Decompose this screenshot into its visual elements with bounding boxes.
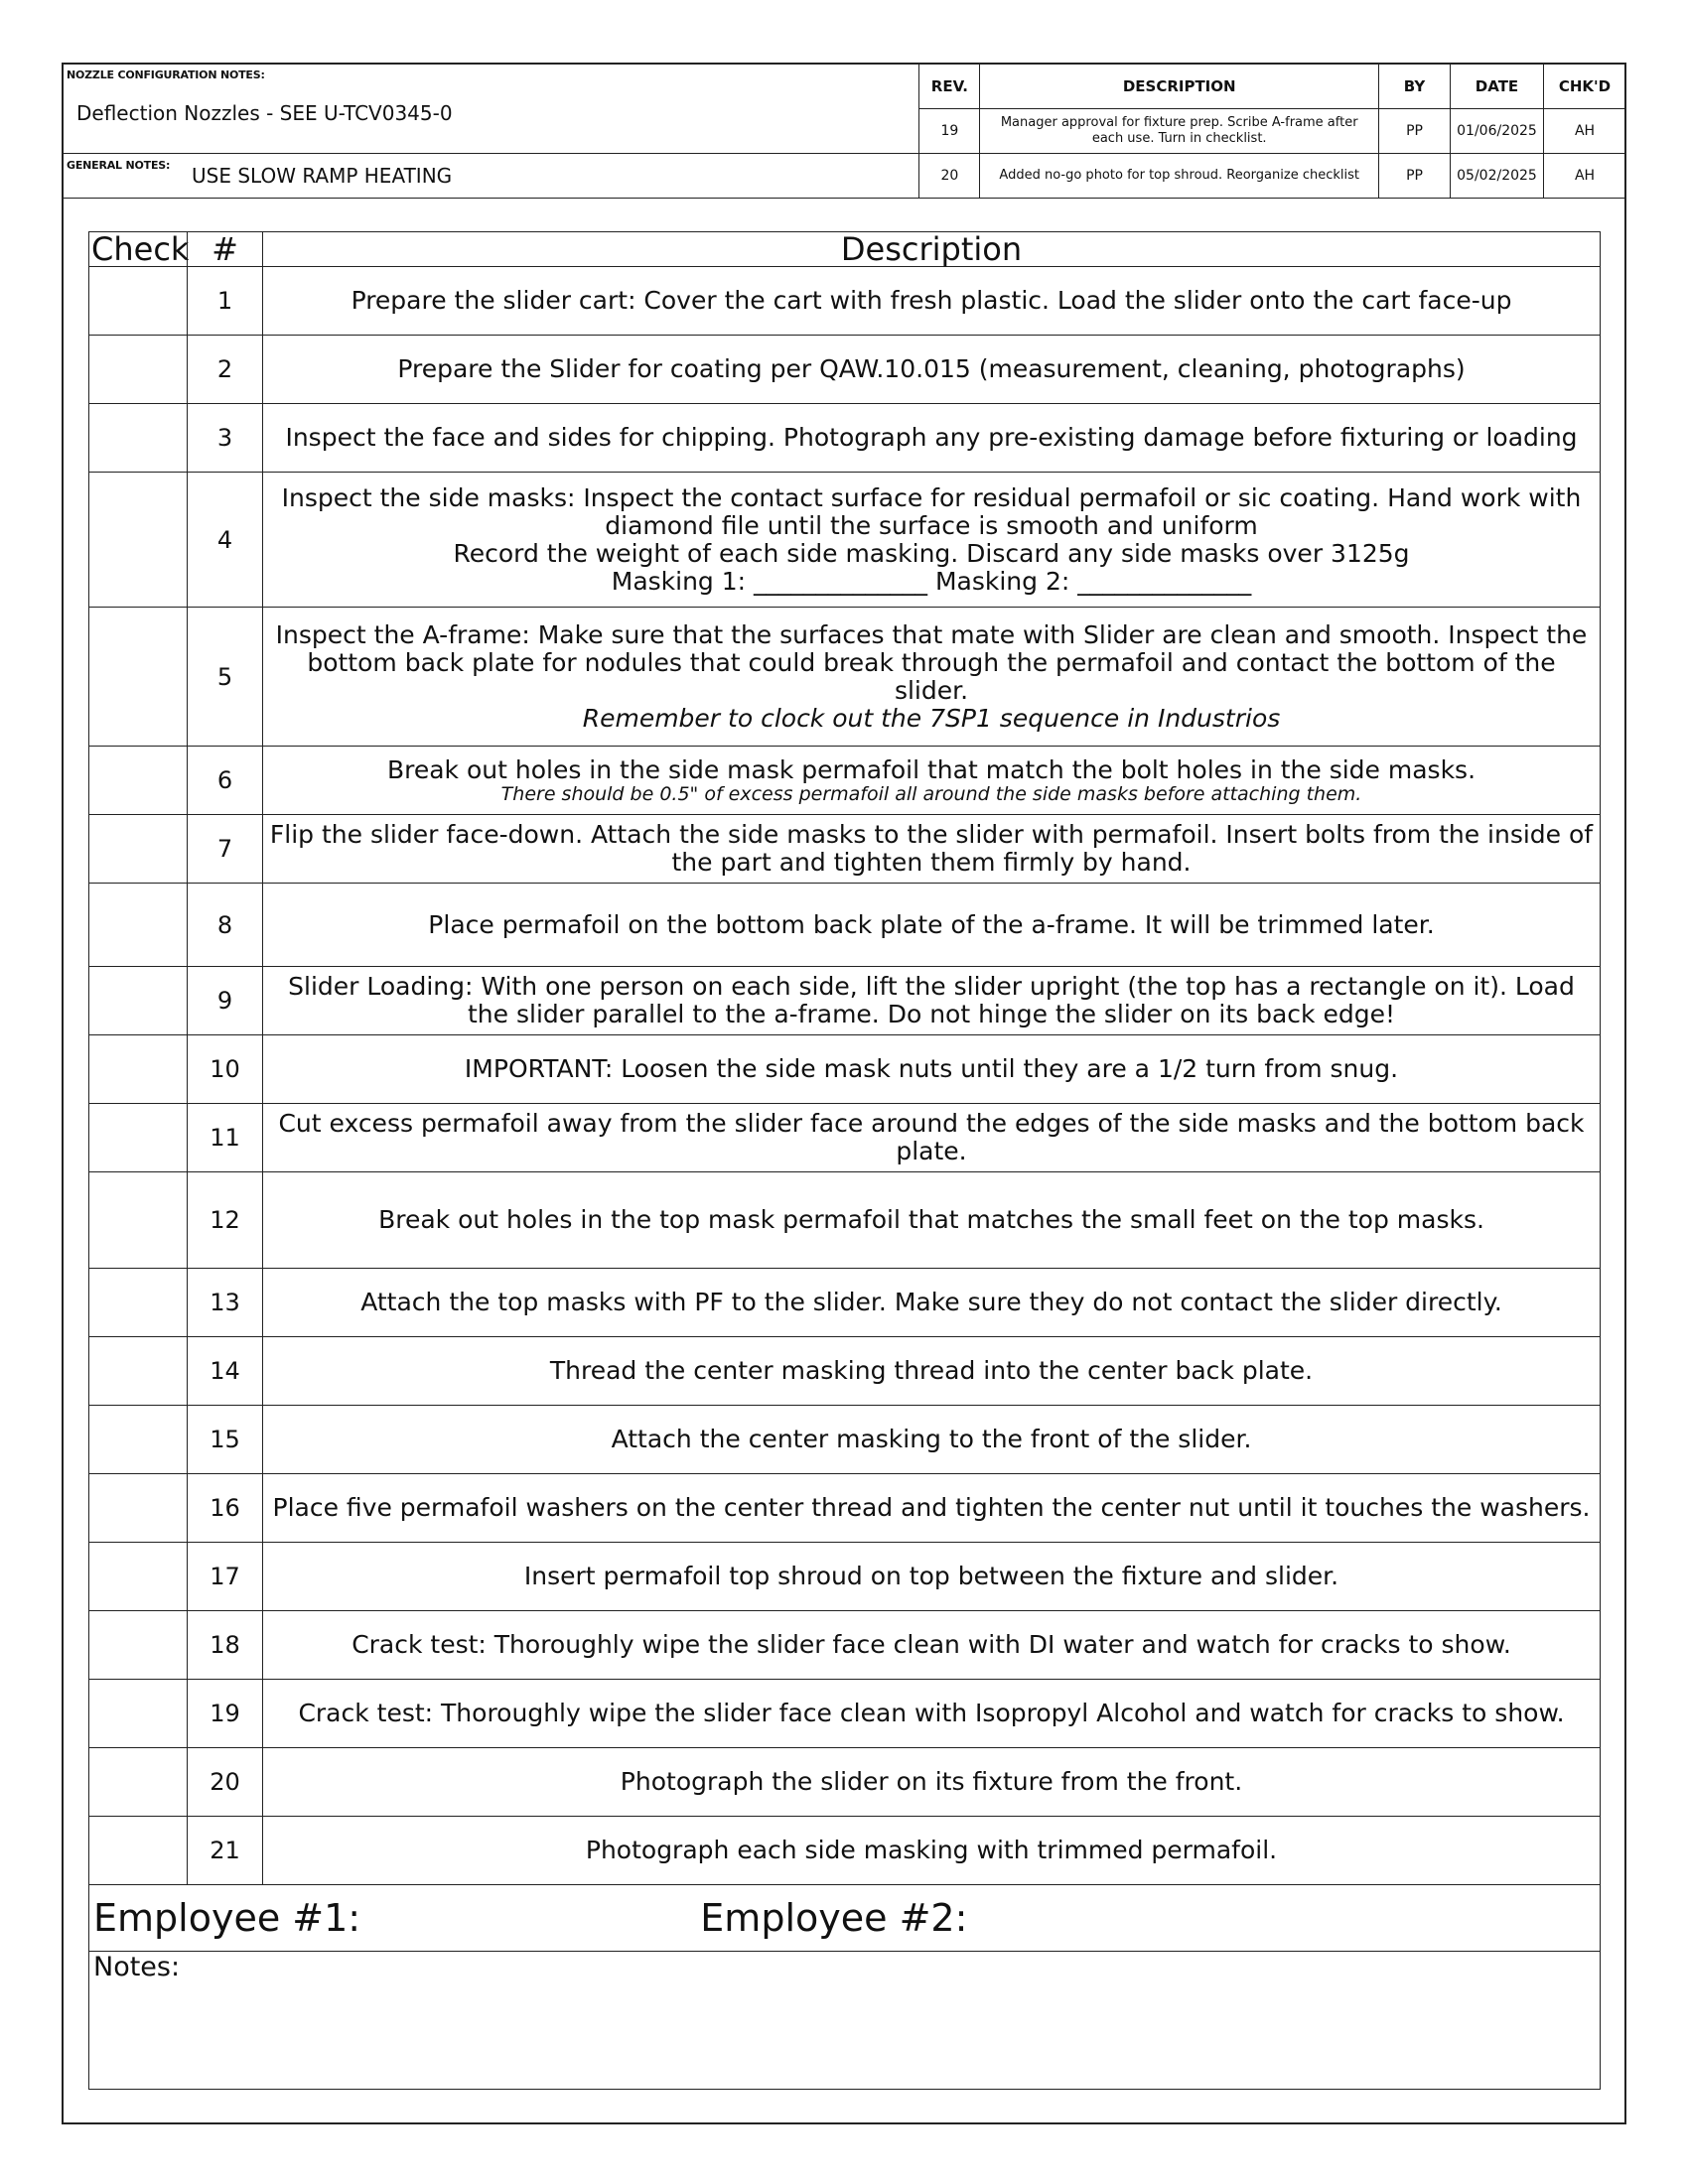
step-number: 8: [188, 884, 263, 967]
nozzle-notes: [63, 64, 919, 154]
check-cell[interactable]: [89, 1748, 188, 1817]
num-col-header: #: [188, 232, 263, 267]
step-number: 15: [188, 1406, 263, 1474]
general-notes-caption: GENERAL NOTES:: [67, 159, 171, 172]
step-description: Place five permafoil washers on the center thread and tighten the center nut until it touches the washers.: [263, 1474, 1601, 1543]
step-number: 17: [188, 1543, 263, 1611]
check-cell[interactable]: [89, 815, 188, 884]
step-description: [263, 608, 1601, 747]
rev-col-header: REV.: [919, 64, 980, 109]
check-cell[interactable]: [89, 1680, 188, 1748]
step-number: 2: [188, 336, 263, 404]
checklist-row: [89, 1543, 1601, 1611]
employee-row: [89, 1885, 1601, 1952]
step-number: 1: [188, 267, 263, 336]
step-number: 12: [188, 1172, 263, 1269]
checklist-row: [89, 267, 1601, 336]
check-cell[interactable]: [89, 1035, 188, 1104]
checklist-row: [89, 1172, 1601, 1269]
step-description: Prepare the Slider for coating per QAW.10.015 (measurement, cleaning, photographs): [263, 336, 1601, 404]
step-description: Cut excess permafoil away from the slider face around the edges of the side masks and the bottom back plate.: [263, 1104, 1601, 1172]
step-line: Inspect the side masks: Inspect the contact surface for residual permafoil or sic coating. Hand work with diamond file until the surface is smooth and uniform: [281, 482, 1582, 540]
step-number: 20: [188, 1748, 263, 1817]
checklist-row: [89, 1104, 1601, 1172]
notes-label: Notes:: [93, 1952, 181, 1982]
checklist-row: [89, 1269, 1601, 1337]
checklist-row: [89, 815, 1601, 884]
revision-description: Added no-go photo for top shroud. Reorganize checklist: [980, 154, 1379, 199]
checklist-row: [89, 1748, 1601, 1817]
checklist-row: [89, 967, 1601, 1035]
step-number: 14: [188, 1337, 263, 1406]
step-number: 18: [188, 1611, 263, 1680]
step-number: 10: [188, 1035, 263, 1104]
nozzle-notes-caption: NOZZLE CONFIGURATION NOTES:: [67, 68, 265, 81]
date-col-header: DATE: [1451, 64, 1544, 109]
general-notes-value: USE SLOW RAMP HEATING: [192, 164, 453, 188]
checklist-row: [89, 884, 1601, 967]
employee-signatures: [89, 1885, 1601, 1952]
check-cell[interactable]: [89, 1474, 188, 1543]
step-description: Crack test: Thoroughly wipe the slider face clean with Isopropyl Alcohol and watch for cracks to show.: [263, 1680, 1601, 1748]
check-cell[interactable]: [89, 473, 188, 608]
step-number: 5: [188, 608, 263, 747]
step-description: Inspect the face and sides for chipping. Photograph any pre-existing damage before fixturing or loading: [263, 404, 1601, 473]
step-number: 11: [188, 1104, 263, 1172]
revision-date: 05/02/2025: [1451, 154, 1544, 199]
step-number: 4: [188, 473, 263, 608]
check-col-header: Check: [89, 232, 188, 267]
check-cell[interactable]: [89, 404, 188, 473]
revision-rev: 20: [919, 154, 980, 199]
revision-row: [63, 154, 1626, 199]
step-note: There should be 0.5" of excess permafoil all around the side masks before attaching them.: [500, 783, 1362, 805]
step-description: [263, 747, 1601, 815]
step-description: IMPORTANT: Loosen the side mask nuts until they are a 1/2 turn from snug.: [263, 1035, 1601, 1104]
checklist-table: [88, 231, 1601, 2090]
revision-chkd: AH: [1543, 154, 1625, 199]
description-col-header: DESCRIPTION: [980, 64, 1379, 109]
step-number: 13: [188, 1269, 263, 1337]
check-cell[interactable]: [89, 1104, 188, 1172]
step-description: Crack test: Thoroughly wipe the slider face clean with DI water and watch for cracks to show.: [263, 1611, 1601, 1680]
notes-row: [89, 1952, 1601, 2090]
step-description: Flip the slider face-down. Attach the side masks to the slider with permafoil. Insert bolts from the inside of the part and tighten them firmly by hand.: [263, 815, 1601, 884]
revision-chkd: AH: [1543, 109, 1625, 154]
step-description: Attach the top masks with PF to the slider. Make sure they do not contact the slider directly.: [263, 1269, 1601, 1337]
check-cell[interactable]: [89, 1269, 188, 1337]
revision-description: Manager approval for fixture prep. Scribe A-frame after each use. Turn in checklist.: [980, 109, 1379, 154]
step-line: Masking 1: ______________ Masking 2: ______________: [611, 566, 1252, 596]
revision-date: 01/06/2025: [1451, 109, 1544, 154]
check-cell[interactable]: [89, 336, 188, 404]
check-cell[interactable]: [89, 747, 188, 815]
step-description: Place permafoil on the bottom back plate of the a-frame. It will be trimmed later.: [263, 884, 1601, 967]
step-number: 16: [188, 1474, 263, 1543]
checklist-row: [89, 1611, 1601, 1680]
step-number: 7: [188, 815, 263, 884]
step-note: Remember to clock out the 7SP1 sequence in Industrios: [582, 703, 1281, 733]
check-cell[interactable]: [89, 1337, 188, 1406]
checklist-row: [89, 1406, 1601, 1474]
checklist-row: [89, 336, 1601, 404]
step-line: Record the weight of each side masking. Discard any side masks over 3125g: [453, 538, 1410, 568]
step-description: Insert permafoil top shroud on top between the fixture and slider.: [263, 1543, 1601, 1611]
revision-header: [62, 63, 1626, 199]
step-number: 6: [188, 747, 263, 815]
description-col-header: Description: [263, 232, 1601, 267]
check-cell[interactable]: [89, 608, 188, 747]
step-description: Photograph each side masking with trimmed permafoil.: [263, 1817, 1601, 1885]
checklist-row: [89, 404, 1601, 473]
step-description: Break out holes in the top mask permafoil that matches the small feet on the top masks.: [263, 1172, 1601, 1269]
step-text: Inspect the A-frame: Make sure that the surfaces that mate with Slider are clean and smooth. Inspect the bottom back plate for nodules that could break through the permafoil and contact the bottom of the slider.: [275, 619, 1588, 705]
step-description: Attach the center masking to the front of the slider.: [263, 1406, 1601, 1474]
checklist-row: [89, 608, 1601, 747]
step-description: [263, 473, 1601, 608]
revision-by: PP: [1379, 109, 1451, 154]
check-cell[interactable]: [89, 1543, 188, 1611]
nozzle-notes-value: Deflection Nozzles - SEE U-TCV0345-0: [76, 101, 453, 125]
revision-by: PP: [1379, 154, 1451, 199]
step-number: 3: [188, 404, 263, 473]
step-description: Photograph the slider on its fixture from the front.: [263, 1748, 1601, 1817]
checklist-row: [89, 1337, 1601, 1406]
revision-rev: 19: [919, 109, 980, 154]
step-number: 21: [188, 1817, 263, 1885]
notes-area[interactable]: [89, 1952, 1601, 2090]
checklist-row: [89, 1817, 1601, 1885]
general-notes: [63, 154, 919, 199]
step-number: 9: [188, 967, 263, 1035]
checklist-row: [89, 747, 1601, 815]
check-cell[interactable]: [89, 1611, 188, 1680]
step-text: Break out holes in the side mask permafoil that match the bolt holes in the side masks.: [386, 755, 1477, 784]
checklist-row: [89, 1680, 1601, 1748]
chkd-col-header: CHK'D: [1543, 64, 1625, 109]
check-cell[interactable]: [89, 1817, 188, 1885]
employee-1-label: Employee #1:: [93, 1896, 361, 1940]
by-col-header: BY: [1379, 64, 1451, 109]
step-description: Prepare the slider cart: Cover the cart with fresh plastic. Load the slider onto the cart face-up: [263, 267, 1601, 336]
check-cell[interactable]: [89, 267, 188, 336]
check-cell[interactable]: [89, 967, 188, 1035]
check-cell[interactable]: [89, 884, 188, 967]
step-description: Thread the center masking thread into the center back plate.: [263, 1337, 1601, 1406]
step-description: Slider Loading: With one person on each side, lift the slider upright (the top has a rectangle on it). Load the slider parallel to the a-frame. Do not hinge the slider on its back edge!: [263, 967, 1601, 1035]
checklist-row: [89, 1474, 1601, 1543]
check-cell[interactable]: [89, 1172, 188, 1269]
step-number: 19: [188, 1680, 263, 1748]
check-cell[interactable]: [89, 1406, 188, 1474]
employee-2-label: Employee #2:: [700, 1896, 968, 1940]
checklist-row: [89, 1035, 1601, 1104]
checklist-row: [89, 473, 1601, 608]
